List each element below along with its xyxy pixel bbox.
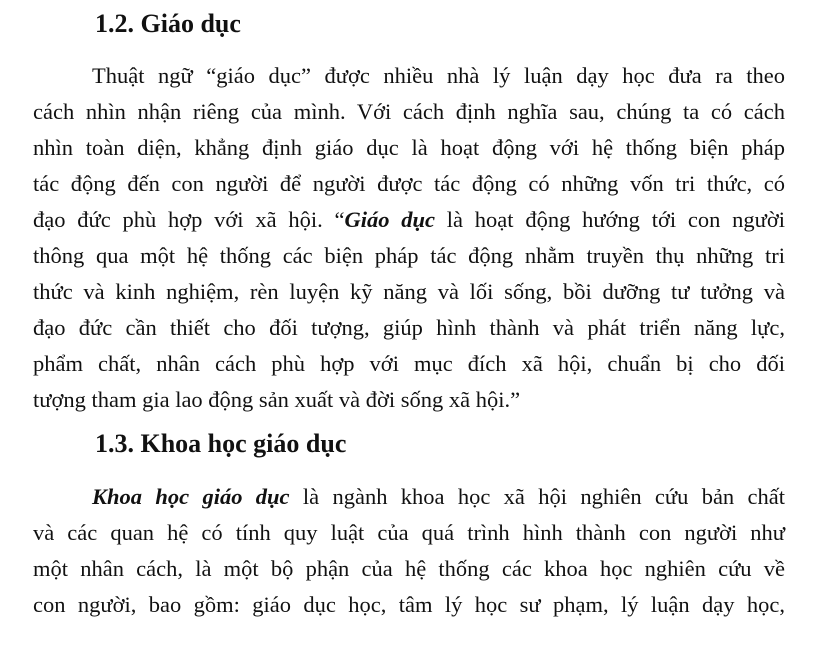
paragraph-giao-duc: [33, 58, 785, 418]
text-line: và các quan hệ có tính quy luật của quá trình hình thành con người như: [33, 520, 785, 545]
text-segment: đạo đức phù hợp với xã hội. “: [33, 207, 345, 232]
defined-term-khoa-hoc-giao-duc: Khoa học giáo dục: [92, 484, 290, 509]
text-line: tác động đến con người để người được tác động có những vốn tri thức, có: [33, 171, 785, 196]
text-line: con người, bao gồm: giáo dục học, tâm lý học sư phạm, lý luận dạy học,: [33, 592, 785, 617]
text-segment: là ngành khoa học xã hội nghiên cứu bản chất: [289, 484, 785, 509]
text-line: một nhân cách, là một bộ phận của hệ thống các khoa học nghiên cứu về: [33, 556, 785, 581]
text-line: Thuật ngữ “giáo dục” được nhiều nhà lý luận dạy học đưa ra theo: [92, 63, 785, 88]
text-line: [33, 479, 785, 515]
defined-term-giao-duc: Giáo dục: [344, 207, 436, 232]
section-heading-1-3: 1.3. Khoa học giáo dục: [95, 429, 347, 458]
text-line: cách nhìn nhận riêng của mình. Với cách định nghĩa sau, chúng ta có cách: [33, 99, 785, 124]
text-line: tượng tham gia lao động sản xuất và đời sống xã hội.”: [33, 387, 521, 412]
section-heading-1-2: 1.2. Giáo dục: [95, 9, 241, 38]
text-line: phẩm chất, nhân cách phù hợp với mục đích xã hội, chuẩn bị cho đối: [33, 351, 785, 376]
text-line: nhìn toàn diện, khẳng định giáo dục là hoạt động với hệ thống biện pháp: [33, 135, 785, 160]
text-line: [33, 202, 785, 238]
text-line: thức và kinh nghiệm, rèn luyện kỹ năng và lối sống, bồi dưỡng tư tưởng và: [33, 279, 785, 304]
text-segment: là hoạt động hướng tới con người: [435, 207, 785, 232]
paragraph-khoa-hoc-giao-duc: [33, 479, 785, 623]
text-line: thông qua một hệ thống các biện pháp tác động nhằm truyền thụ những tri: [33, 243, 785, 268]
text-line: đạo đức cần thiết cho đối tượng, giúp hình thành và phát triển năng lực,: [33, 315, 785, 340]
